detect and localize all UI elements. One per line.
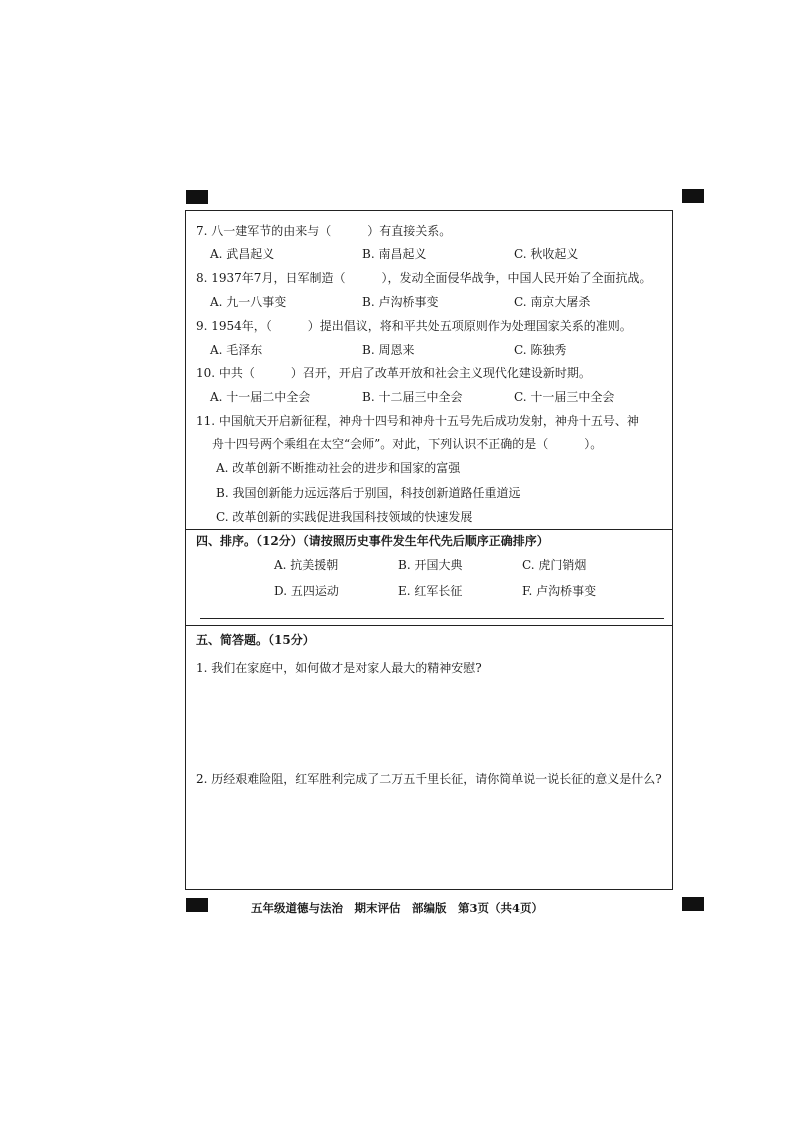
registration-mark-top-right — [682, 189, 704, 203]
question-9-option-c: C. 陈独秀 — [514, 343, 567, 357]
question-11-stem-line-1: 11. 中国航天开启新征程，神舟十四号和神舟十五号先后成功发射，神舟十五号、神 — [196, 414, 639, 428]
question-8-option-a: A. 九一八事变 — [210, 295, 287, 309]
question-7-stem: 7. 八一建军节的由来与（ ）有直接关系。 — [196, 224, 452, 238]
answer-line — [200, 618, 664, 619]
section-4-heading: 四、排序。（12分）（请按照历史事件发生年代先后顺序正确排序） — [196, 534, 549, 548]
section-4-item-d: D. 五四运动 — [274, 584, 339, 598]
question-10-option-b: B. 十二届三中全会 — [362, 390, 463, 404]
question-11-stem-line-2: 舟十四号两个乘组在太空“会师”。对此，下列认识不正确的是（ ）。 — [212, 437, 603, 451]
question-9-option-a: A. 毛泽东 — [210, 343, 263, 357]
question-10-option-c: C. 十一届三中全会 — [514, 390, 615, 404]
section-5-question-1: 1. 我们在家庭中，如何做才是对家人最大的精神安慰? — [196, 661, 482, 675]
question-10-option-a: A. 十一届二中全会 — [210, 390, 311, 404]
question-10-stem: 10. 中共（ ）召开，开启了改革开放和社会主义现代化建设新时期。 — [196, 366, 591, 380]
section-5-heading: 五、简答题。（15分） — [196, 633, 315, 647]
section-4-item-c: C. 虎门销烟 — [522, 558, 587, 572]
question-8-option-b: B. 卢沟桥事变 — [362, 295, 439, 309]
question-11-option-a: A. 改革创新不断推动社会的进步和国家的富强 — [216, 461, 461, 475]
section-4-item-b: B. 开国大典 — [398, 558, 463, 572]
section-5-question-2: 2. 历经艰难险阻，红军胜利完成了二万五千里长征，请你简单说一说长征的意义是什么? — [196, 772, 662, 786]
question-8-option-c: C. 南京大屠杀 — [514, 295, 591, 309]
section-divider-4 — [186, 529, 672, 530]
question-7-option-a: A. 武昌起义 — [210, 247, 275, 261]
section-4-item-a: A. 抗美援朝 — [274, 558, 339, 572]
registration-mark-top-left — [186, 190, 208, 204]
exam-page-frame — [185, 210, 673, 890]
question-7-option-b: B. 南昌起义 — [362, 247, 427, 261]
question-8-stem: 8. 1937年7月，日军制造（ ），发动全面侵华战争，中国人民开始了全面抗战。 — [196, 271, 652, 285]
section-4-item-e: E. 红军长征 — [398, 584, 463, 598]
section-divider-5 — [186, 625, 672, 626]
question-11-option-c: C. 改革创新的实践促进我国科技领域的快速发展 — [216, 510, 473, 524]
question-11-option-b: B. 我国创新能力远远落后于别国，科技创新道路任重道远 — [216, 486, 521, 500]
question-9-stem: 9. 1954年，（ ）提出倡议，将和平共处五项原则作为处理国家关系的准则。 — [196, 319, 632, 333]
question-7-option-c: C. 秋收起义 — [514, 247, 579, 261]
page-footer: 五年级道德与法治 期末评估 部编版 第3页（共4页） — [250, 901, 543, 915]
question-9-option-b: B. 周恩来 — [362, 343, 415, 357]
section-4-item-f: F. 卢沟桥事变 — [522, 584, 597, 598]
